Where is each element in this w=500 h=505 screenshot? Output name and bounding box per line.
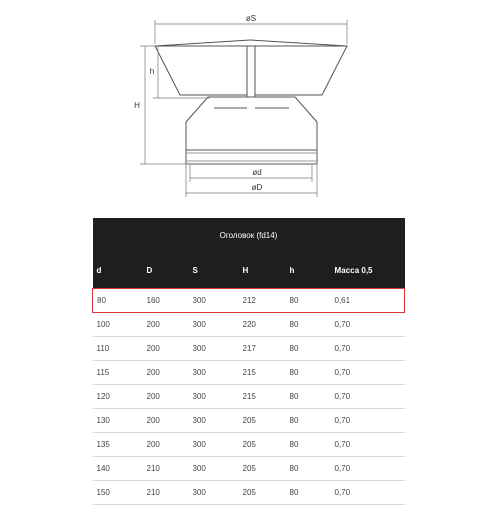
table-row: [93, 481, 405, 505]
column-header-h-total: H: [239, 252, 286, 289]
table-cell: 80: [286, 313, 331, 337]
table-cell: 80: [93, 289, 143, 313]
table-row: [93, 313, 405, 337]
column-header-mass: Масса 0,5: [331, 252, 405, 289]
chimney-cap-drawing: [0, 0, 500, 215]
table-cell: 205: [239, 409, 286, 433]
dim-label-h-small: h: [149, 67, 155, 76]
table-cell: 160: [143, 289, 189, 313]
table-cell: 130: [93, 409, 143, 433]
table-cell: 300: [189, 481, 239, 505]
cap-brim: [155, 40, 250, 46]
table-cell: 80: [286, 433, 331, 457]
table-cell: 0,70: [331, 361, 405, 385]
table-row: [93, 433, 405, 457]
table-cell: 300: [189, 457, 239, 481]
table-row: [93, 457, 405, 481]
column-header-h-small: h: [286, 252, 331, 289]
table-cell: 0,70: [331, 337, 405, 361]
table-cell: 200: [143, 433, 189, 457]
table-cell: 0,70: [331, 433, 405, 457]
table-cell: 300: [189, 361, 239, 385]
table-cell: 200: [143, 361, 189, 385]
table-cell: 210: [143, 481, 189, 505]
dim-label-diameter-s: øS: [245, 14, 257, 23]
table-cell: 215: [239, 385, 286, 409]
table-row: [93, 409, 405, 433]
table-cell: 200: [143, 337, 189, 361]
table-cell: 0,61: [331, 289, 405, 313]
table-cell: 80: [286, 457, 331, 481]
table-cell: 300: [189, 337, 239, 361]
table-cell: 0,70: [331, 409, 405, 433]
table-cell: 80: [286, 481, 331, 505]
dim-label-diameter-d-small: ød: [252, 168, 262, 177]
pipe: [186, 150, 317, 164]
dim-label-diameter-d-large: øD: [251, 183, 263, 192]
table-row: [93, 337, 405, 361]
table-cell: 140: [93, 457, 143, 481]
table-row: [93, 361, 405, 385]
table-cell: 200: [143, 385, 189, 409]
table-cell: 210: [143, 457, 189, 481]
table-title: Оголовок (fd14): [93, 218, 405, 252]
table-cell: 215: [239, 361, 286, 385]
table-cell: 212: [239, 289, 286, 313]
column-header-s: S: [189, 252, 239, 289]
table-cell: 110: [93, 337, 143, 361]
table-cell: 205: [239, 457, 286, 481]
technical-drawing: [0, 0, 500, 215]
table-row: [93, 289, 405, 313]
table-cell: 80: [286, 289, 331, 313]
table-cell: 100: [93, 313, 143, 337]
dim-label-h-total: H: [134, 101, 140, 110]
table-body: [93, 289, 405, 505]
table-cell: 80: [286, 337, 331, 361]
table-cell: 0,70: [331, 313, 405, 337]
table-cell: 300: [189, 289, 239, 313]
column-header-d: d: [93, 252, 143, 289]
table-cell: 300: [189, 385, 239, 409]
cap-body: [186, 97, 317, 150]
table-cell: 200: [143, 313, 189, 337]
table-cell: 80: [286, 385, 331, 409]
table-cell: 300: [189, 313, 239, 337]
spec-table: [92, 218, 405, 505]
column-header-d-large: D: [143, 252, 189, 289]
table-cell: 80: [286, 361, 331, 385]
table-cell: 120: [93, 385, 143, 409]
table-cell: 0,70: [331, 457, 405, 481]
table-cell: 0,70: [331, 385, 405, 409]
table-header-row: [93, 252, 405, 289]
table-cell: 135: [93, 433, 143, 457]
table-cell: 205: [239, 433, 286, 457]
table-row: [93, 385, 405, 409]
table-cell: 150: [93, 481, 143, 505]
table-cell: 217: [239, 337, 286, 361]
table-cell: 0,70: [331, 481, 405, 505]
table-title-row: [93, 218, 405, 252]
table-cell: 80: [286, 409, 331, 433]
table-cell: 300: [189, 409, 239, 433]
table-cell: 300: [189, 433, 239, 457]
table-cell: 205: [239, 481, 286, 505]
table-cell: 200: [143, 409, 189, 433]
table-cell: 220: [239, 313, 286, 337]
table-cell: 115: [93, 361, 143, 385]
